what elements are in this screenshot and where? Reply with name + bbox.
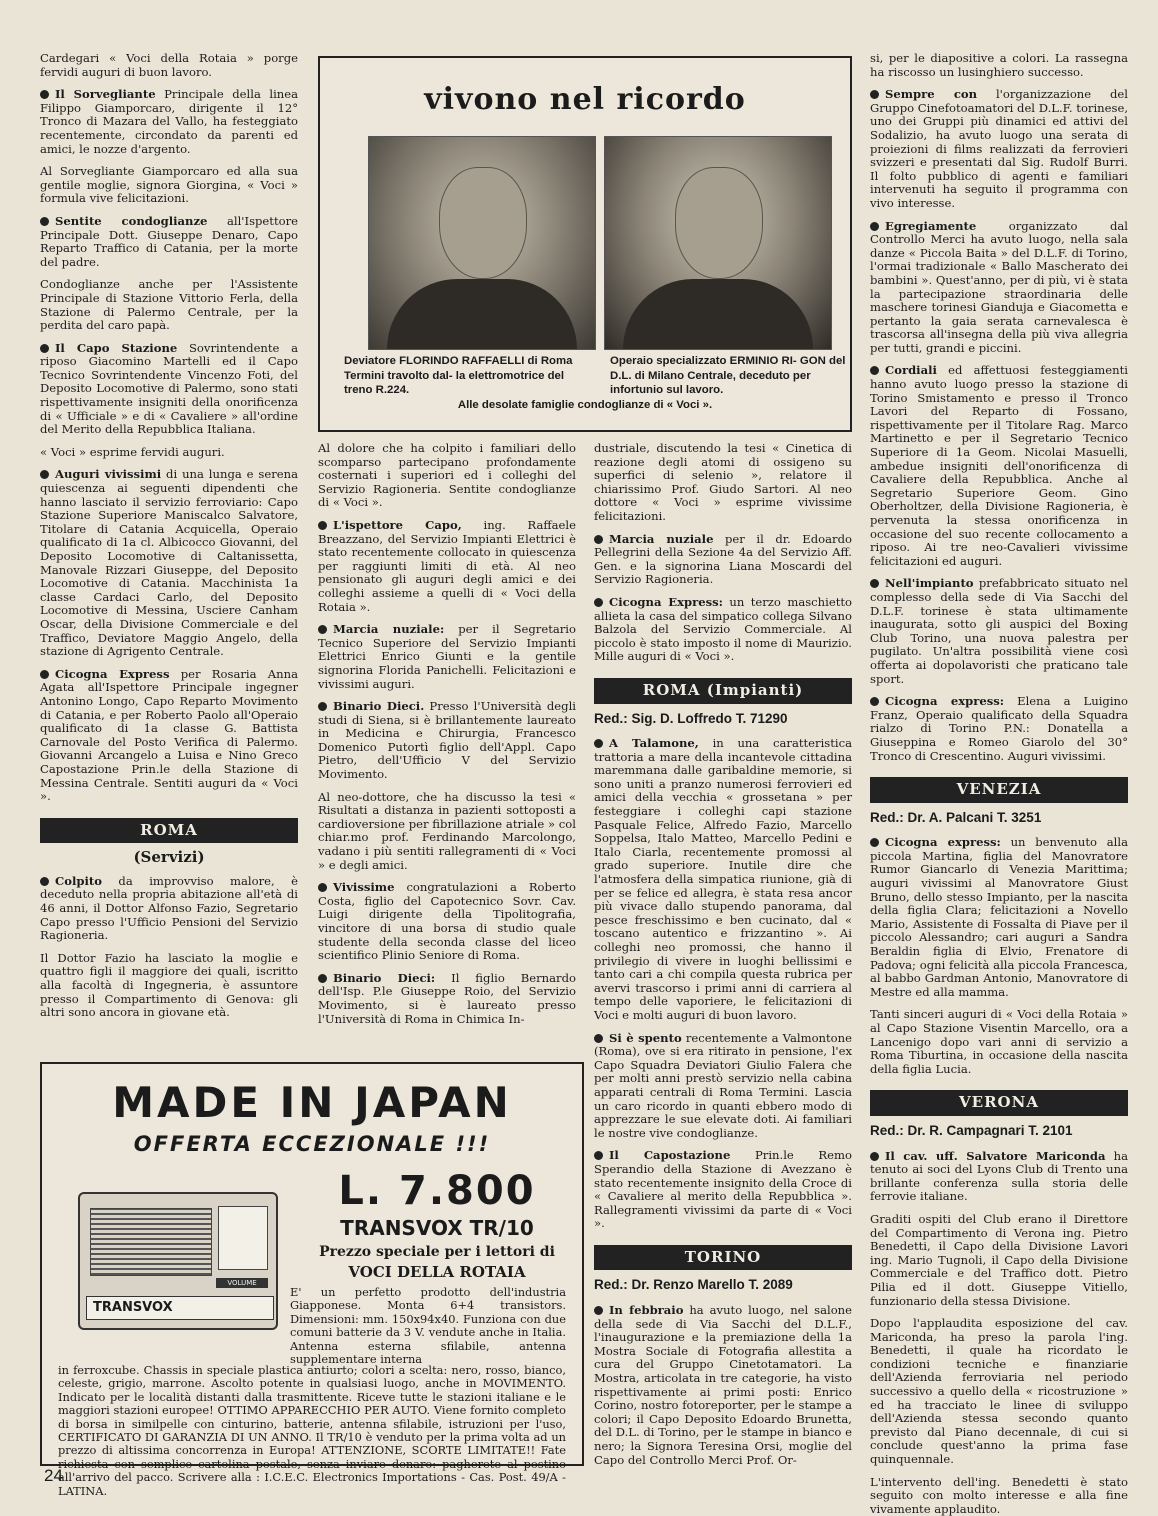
paragraph: Al dolore che ha colpito i familiari dello scomparso partecipano profondamente costernati i superiori ed i colleghi del Servizio Ragioneria. Sentite condoglianze di « Voci ». (318, 441, 576, 510)
bullet-icon (40, 217, 49, 226)
bullet-icon (40, 344, 49, 353)
caption-left: Deviatore FLORINDO RAFFAELLI di Roma Termini travolto dal- la elettromotrice del treno R.224. (344, 355, 573, 396)
memorial-title: vivono nel ricordo (424, 82, 746, 117)
news-item: Il Capostazione Prin.le Remo Sperandio della Stazione di Avezzano è stato recentemente insignito della Croce di « Cavaliere al merito della Repubblica ». Rallegramenti vivissimi da parte di « Voci ». (594, 1148, 852, 1231)
bullet-icon (594, 598, 603, 607)
paragraph: si, per le diapositive a colori. La rassegna ha riscosso un lusinghiero successo. (870, 51, 1128, 79)
news-item: Il Capo Stazione Sovrintendente a riposo Giacomino Martelli ed il Capo Tecnico Sovrintendente Vincenzo Foti, del Deposito Locomotive di Palermo, sono stati rispettivamente insigniti della onorificenza di « Ufficiale » e di « Cavaliere » all'ordine del Merito della Repubblica Italiana. (40, 340, 299, 437)
ad-price: L. 7.800 (338, 1168, 536, 1214)
bullet-icon (594, 1034, 603, 1043)
bullet-icon (870, 697, 879, 706)
news-item: Colpito da improvviso malore, è deceduto nella propria abitazione all'età di 46 anni, il Dottor Alfonso Fazio, Segretario Capo presso l'Ufficio Pensioni del Servizio Ragioneria. (40, 873, 298, 943)
bullet-icon (594, 1306, 603, 1315)
paragraph: Cardegari « Voci della Rotaia » porge fervidi auguri di buon lavoro. (40, 51, 298, 79)
ad-body-bottom: in ferroxcube. Chassis in speciale plastica antiurto; colori a scelta: nero, rosso, bianco, celeste, grigio, marrone. Ascolto potente in qualsiasi luogo, anche in MOVIMENTO. Indicato per le località distanti dalla trasmittente. Riceve tutte le stazioni italiane e le maggiori stazioni europee! OTTIMO APPARECCHIO PER AUTO. Viene fornito completo di borsa in similpelle con cinturino, batterie, antenna sfilabile, istruzioni per l'uso, CERTIFICATO DI GARANZIA DI UN ANNO. Il TR/10 è venduto per la prima volta ad un prezzo di altissima concorrenza in Europa! ATTENZIONE, SCORTE LIMITATE!! Fate richiesta con semplice cartolina postale, senza inviare denaro: pagherete al postino all'arrivo del pacco. Scrivere alla : I.C.E.C. Electronics Importations - Cas. Post. 49/A - LATINA. (58, 1363, 566, 1498)
column-b (318, 442, 576, 1077)
column-d (870, 51, 1129, 1516)
ad-special-price: Prezzo speciale per i lettori di (319, 1244, 555, 1260)
portrait-suit (623, 279, 813, 349)
news-item: Cicogna Express per Rosaria Anna Agata all'Ispettore Principale ingegner Antonino Longo, Capo Reparto Movimento di Catania, e per Roberto Paolo all'Operaio qualificato di 1a classe G. Battista Carnovale del Posto Verifica di Palermo. Giovanni Arcangelo a Luisa e Nino Greco Capostazione Prin.le della Stazione di Messina Centrale. Sentiti auguri da « Voci ». (40, 666, 298, 804)
bullet-icon (318, 521, 327, 530)
news-item: Binario Dieci: Il figlio Bernardo dell'Isp. P.le Giuseppe Roio, del Servizio Movimento, si è laureato presso l'Università di Roma in Chimica In- (318, 970, 576, 1026)
section-subhead: (Servizi) (133, 848, 205, 867)
news-item: Cordiali ed affettuosi festeggiamenti hanno avuto luogo presso la stazione di Torino Smistamento e presso il Tronco Lavori del Reparto di Fossano, rispettivamente per il Titolare Rag. Marco Martinetto e per il Segretario Tecnico Superiore di 1a Geom. Nicolai Masuelli, ambedue insigniti dell'onorificenza di Cavaliere della Repubblica. Anche al Segretario Superiore Geom. Gino Oberholtzer, della Divisione Ragioneria, è pervenuta la stessa onorificenza in occasione del suo recente collocamento a riposo. Ai tre neo-Cavalieri vivissime felicitazioni ed auguri. (870, 363, 1128, 568)
bullet-icon (40, 90, 49, 99)
bullet-icon (870, 1152, 879, 1161)
news-item: Cicogna express: un benvenuto alla piccola Martina, figlia del Manovratore Rumor Giancarlo di Venezia Marittima; auguri vivissimi al Manovratore Giust Bruno, dello stesso Impianto, per la nascita della figlia Clara; felicitazioni a Novello Mario, Assistente di Fossalta di Piave per il piccolo Alessandro; cari auguri a Sandra Beraldin figlia di Elvio, Frenatore di Padova; ogni felicità alla piccola Francesca, al babbo Gardman Antonio, Manovratore di Mestre ed alla mamma. (870, 835, 1128, 999)
paragraph: Al neo-dottore, che ha discusso la tesi « Risultati a distanza in pazienti sottoposti a cardioversione per fibrillazione atriale » col chiar.mo prof. Ferdinando Marcolongo, vadano i più sentiti rallegramenti di « Voci » e degli amici. (318, 789, 576, 872)
paragraph: Tanti sinceri auguri di « Voci della Rotaia » al Capo Stazione Visentin Marcello, ora a Lancenigo dopo vari anni di servizio a Roma Tiburtina, in occasione della nascita della figlia Lucia. (870, 1007, 1128, 1076)
portrait-suit (387, 279, 577, 349)
paragraph: Il Dottor Fazio ha lasciato la moglie e quattro figli il maggiore dei quali, iscritto alla facoltà di Ingegneria, è assuntore presso il Compartimento di Genova: gli altri sono ancora in giovane età. (40, 950, 298, 1020)
section-banner-roma-impianti: ROMA (Impianti) (594, 678, 852, 704)
bullet-icon (318, 702, 327, 711)
paragraph: Al Sorvegliante Giamporcaro ed alla sua gentile moglie, signora Giorgina, « Voci » formula vive felicitazioni. (40, 164, 298, 206)
section-editor: Red.: Sig. D. Loffredo T. 71290 (594, 710, 788, 726)
news-item: Vivissime congratulazioni a Roberto Costa, figlio del Capotecnico Sovr. Cav. Luigi dirigente della Tipolitografia, vincitore di una borsa di studio quale studente della seconda classe del liceo scientifico Plinio Seniore di Roma. (318, 880, 576, 963)
bullet-icon (870, 222, 879, 231)
paragraph: Dopo l'applaudita esposizione del cav. Mariconda, ha preso la parola l'ing. Benedetti, il quale ha ricordato le condizioni tecniche e finanziarie dell'Azienda ferroviaria nel periodo successivo a quello della « ricostruzione » ed ha tracciato le linee di sviluppo dell'Azienda stessa secondo quanto previsto dal Piano decennale, di cui si conclude quest'anno la prima fase quinquennale. (870, 1316, 1128, 1467)
caption-condolences: Alle desolate famiglie condoglianze di « Voci ». (457, 399, 713, 411)
bullet-icon (40, 877, 49, 886)
column-c (594, 442, 852, 1482)
ad-headline: MADE IN JAPAN (112, 1078, 512, 1127)
ad-offer: OFFERTA ECCEZIONALE !!! (133, 1132, 491, 1156)
news-item: Nell'impianto prefabbricato situato nel complesso della sede di Via Sacchi del D.L.F. torinese è stata ultimamente inaugurata, sotto gli auspici del Boxing Club Torino, una nuova palestra per pugilato. Un'altra possibilità viene così offerta ai dopolavoristi che praticano tale sport. (870, 576, 1128, 686)
bullet-icon (40, 470, 49, 479)
paragraph: Condoglianze anche per l'Assistente Principale di Stazione Vittorio Ferla, della Stazione di Palermo Centrale, per la perdita del caro papà. (40, 277, 298, 333)
caption-right: Operaio specializzato ERMINIO RI- GON del D.L. di Milano Centrale, deceduto per infortunio sul lavoro. (610, 355, 846, 396)
news-item: L'ispettore Capo, ing. Raffaele Breazzano, del Servizio Impianti Elettrici è stato recentemente collocato in quiescenza per raggiunti limiti di età. Al neo pensionato gli auguri degli amici e dei colleghi assieme a quelli di « Voci della Rotaia ». (318, 517, 576, 614)
portrait-face (439, 167, 527, 279)
tuning-dial-icon (218, 1206, 268, 1270)
news-item: Auguri vivissimi di una lunga e serena quiescenza ai seguenti dipendenti che hanno lasciato il servizio ferroviario: Capo Stazione Superiore Maniscalco Salvatore, Titolare di Catania Acquicella, Operaio qualificato di 1a cl. Albicocco Giovanni, del Deposito Locomotive di Caltanissetta, Manovale Rizzari Giuseppe, del Deposito Locomotive di Catania. Macchinista 1a classe Cardaci Carlo, del Deposito Locomotive di Messina, Usciere Canham Oscar, della Divisione Commerciale e del Traffico, Deviatore Maggio Angelo, della stazione di Agrigento Centrale. (40, 467, 299, 659)
news-item: A Talamone, in una caratteristica trattoria a mare della incantevole cittadina maremmana dalle garibaldine memorie, si sono uniti a pranzo numerosi ferrovieri ed amici della vecchia « grossetana » per festeggiare i colleghi capi stazione Pasquale Felice, Alfredo Fazio, Marcello Soppelsa, Italo Matteo, Marcello Pedini e Italo Ciarla, recentemente promossi al grado superiore. Inutile dire che l'atmosfera della simpatica riunione, già di per se felice ed allegra, è stata resa ancor più vivace dallo stupendo panorama, dal pesce freschissimo e ben cucinato, dal « toscano autentico e frizzantino ». Ai colleghi neo promossi, che hanno il privilegio di vivere in luoghi bellissimi e tanto cari a chi compila questa rubrica per avervi trascorso i primi anni di carriera al tempo delle vaporiere, le felicitazioni di Voci e molti auguri di buon lavoro. (594, 736, 853, 1022)
news-item: Binario Dieci. Presso l'Università degli studi di Siena, si è brillantemente laureato in Medicina e Chirurgia, Francesco Domenico Putortì figlio dell'Appl. Capo Pietro, dell'Ufficio V del Servizio Movimento. (318, 699, 576, 782)
section-editor: Red.: Dr. Renzo Marello T. 2089 (594, 1277, 793, 1293)
portrait-face (675, 167, 763, 279)
portrait-photo-right (604, 136, 832, 350)
bullet-icon (594, 535, 603, 544)
news-item: Sempre con l'organizzazione del Gruppo Cinefotoamatori del D.L.F. torinese, uno dei Gruppi più dinamici ed attivi del Sodalizio, ha avuto luogo una serata di proiezioni di films realizzati da ferrovieri svizzeri e presentati dal Sig. Rudolf Burri. Il folto pubblico di agenti e familiari intervenuti ha seguito il programma con vivo interesse. (870, 87, 1129, 210)
radio-illustration (78, 1192, 278, 1330)
news-item: Egregiamente organizzato dal Controllo Merci ha avuto luogo, nella sala danze « Piccola Baita » del D.L.F. di Torino, l'ormai tradizionale « Ballo Mascherato dei bambini ». Quest'anno, per di più, vi è stata la partecipazione straordinaria delle maschere torinesi Gianduja e Giacometta e pertanto la gaia serata carnevalesca è trascorsa all'insegna della più viva allegria per tutti, grandi e piccini. (870, 218, 1129, 355)
section-banner-verona: VERONA (870, 1090, 1128, 1116)
paragraph: dustriale, discutendo la tesi « Cinetica di reazione degli atomi di ossigeno su superfici di selenio », relatore il chiarissimo Prof. Giudo Sartori. Al neo dottore « Voci » esprime vivissime felicitazioni. (594, 441, 852, 523)
bullet-icon (870, 90, 879, 99)
ad-magazine-name: VOCI DELLA ROTAIA (348, 1263, 526, 1281)
bullet-icon (870, 838, 879, 847)
section-banner-torino: TORINO (594, 1245, 852, 1271)
bullet-icon (870, 579, 879, 588)
news-item: Sentite condoglianze all'Ispettore Principale Dott. Giuseppe Denaro, Capo Reparto Traffico di Catania, per la morte del padre. (40, 213, 298, 269)
section-banner-roma: ROMA (40, 818, 298, 844)
ad-model: TRANSVOX TR/10 (340, 1216, 534, 1240)
section-editor: Red.: Dr. A. Palcani T. 3251 (870, 809, 1042, 825)
paragraph: « Voci » esprime fervidi auguri. (40, 444, 225, 459)
bullet-icon (318, 974, 327, 983)
news-item: Il Sorvegliante Principale della linea Filippo Giamporcaro, dirigente il 12° Tronco di Mazara del Vallo, ha festeggiato recentemente, circondato da parenti ed amici, le nozze d'argento. (40, 87, 299, 156)
bullet-icon (594, 1151, 603, 1160)
news-item: Cicogna Express: un terzo maschietto allieta la casa del simpatico collega Silvano Balzola del Servizio Commerciale. Al piccolo è stato imposto il nome di Maurizio. Mille auguri di « Voci ». (594, 594, 853, 664)
bullet-icon (40, 670, 49, 679)
portrait-photo-left (368, 136, 596, 350)
volume-label (216, 1278, 268, 1288)
bullet-icon (318, 625, 327, 634)
ad-body-top: E' un perfetto prodotto dell'industria Giapponese. Monta 6+4 transistors. Dimensioni: mm. 150x94x40. Funziona con due comuni batterie da 3 V. vendute anche in Italia. Antenna esterna sfilabile, antenna supplementare interna (290, 1285, 566, 1367)
bullet-icon (318, 883, 327, 892)
bullet-icon (594, 739, 603, 748)
news-item: Marcia nuziale: per il Segretario Tecnico Superiore del Servizio Impianti Elettrici Enrico Giunti e la gentile signorina Florida Panichelli. Felicitazioni e vivissimi auguri. (318, 622, 576, 691)
paragraph: L'intervento dell'ing. Benedetti è stato seguito con molto interesse e alla fine vivamente applaudito. (870, 1474, 1128, 1516)
memorial-box (318, 56, 852, 432)
radio-brand-plate: TRANSVOX (86, 1296, 274, 1320)
bullet-icon (870, 366, 879, 375)
volume-text: VOLUME (227, 1279, 257, 1287)
paragraph: Graditi ospiti del Club erano il Direttore del Compartimento di Verona ing. Pietro Benedetti, il Capo della Divisione Lavori ing. Mario Tugnoli, il Capo della Divisione Commerciale e del Traffico dott. Pietro Pilia ed il dott. Giuseppe Vitiello, funzionario della stessa Divisione. (870, 1211, 1128, 1308)
section-banner-venezia: VENEZIA (870, 777, 1128, 803)
speaker-grille-icon (90, 1208, 212, 1276)
column-a (40, 52, 298, 1062)
news-item: Cicogna express: Elena a Luigino Franz, Operaio qualificato della Squadra rialzo di Torino P.N.: Donatella a Giuseppina e Romeo Giarolo del 30° Tronco di Crescentino. Auguri vivissimi. (870, 694, 1128, 763)
news-item: In febbraio ha avuto luogo, nel salone della sede di Via Sacchi del D.L.F., l'inaugurazione e la premiazione della 1a Mostra Sociale di Fotografia allestita a cura del Gruppo Cinetotamatori. La Mostra, articolata in tre categorie, ha visto rispettivamente ai primi posti: Enrico Corino, nostro fotoreporter, per le stampe a colori; il Capo Deposito Edoardo Brunetta, del D.L. di Torino, per le stampe in bianco e nero; la Signora Teresina Orsi, moglie del Capo del Controllo Merci Prof. Or- (594, 1303, 853, 1467)
news-item: Si è spento recentemente a Valmontone (Roma), ove si era ritirato in pensione, l'ex Capo Squadra Deviatori Giulio Falera che per molti anni prestò servizio nella cabina apparati centrali di Roma Termini. Lascia un caro ricordo in quanti ebbero modo di apprezzare le sue elevate doti. Ai familiari le nostre vive condoglianze. (594, 1030, 852, 1140)
news-item: Il cav. uff. Salvatore Mariconda ha tenuto ai soci del Lyons Club di Trento una brillante conferenza sulla storia delle ferrovie italiane. (870, 1148, 1129, 1204)
page-number: 24 (44, 1466, 63, 1485)
section-editor: Red.: Dr. R. Campagnari T. 2101 (870, 1122, 1073, 1138)
news-item: Marcia nuziale per il dr. Edoardo Pellegrini della Sezione 4a del Servizio Aff. Gen. e la signorina Liana Moscardi del Servizio Ragioneria. (594, 531, 852, 587)
